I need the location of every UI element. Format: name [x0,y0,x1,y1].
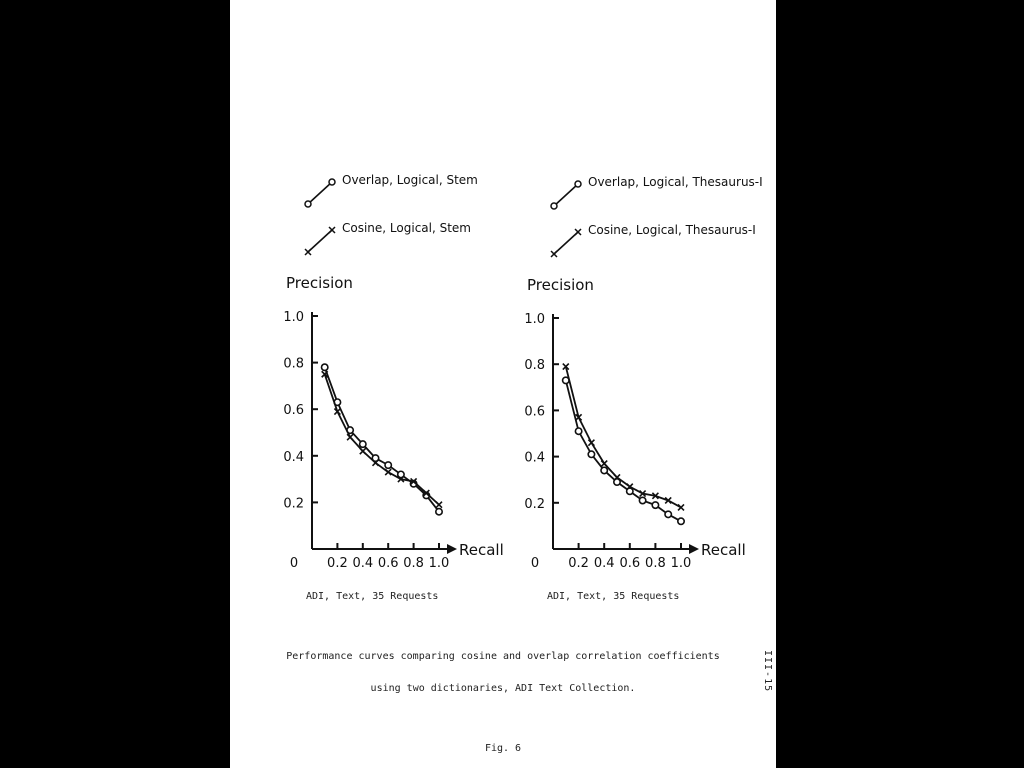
point-marker-x [347,434,353,440]
point-marker-circle [639,497,645,503]
point-marker-circle [665,511,671,517]
y-tick-label: 0.6 [524,404,545,420]
chart-1 [283,173,503,602]
chart-subcaption: ADI, Text, 35 Requests [547,591,680,602]
legend-entry [551,223,756,257]
point-marker-circle [678,518,684,524]
origin-label: 0 [289,556,299,571]
y-tick-label: 0.8 [283,356,304,372]
x-tick-label: 0.8 [645,556,666,571]
point-marker-x [678,504,684,510]
point-marker-circle [385,462,391,468]
y-axis-title: Precision [286,274,353,292]
legend-label: Overlap, Logical, Thesaurus-I [588,175,763,189]
y-tick-label: 0.4 [283,449,304,465]
point-marker-circle [436,509,442,515]
y-tick-label: 0.2 [283,496,304,512]
point-marker-circle [588,451,594,457]
x-tick-label: 0.2 [327,556,348,571]
x-axis-title: Recall [701,541,746,559]
y-tick-label: 0.2 [524,496,545,512]
caption-line-2: using two dictionaries, ADI Text Collection. [370,683,636,694]
point-marker-circle [322,364,328,370]
figure-label: Fig. 6 [484,743,522,754]
point-marker-x [360,448,366,454]
y-tick-label: 0.4 [524,450,545,466]
point-marker-x [601,461,607,467]
series-overlap [322,364,443,515]
point-marker-circle [601,467,607,473]
page-number: III-15 [762,650,773,693]
point-marker-x [588,440,594,446]
caption-line-1: Performance curves comparing cosine and overlap correlation coefficients [286,651,720,662]
point-marker-circle [360,441,366,447]
x-tick-label: 1.0 [428,556,450,571]
x-tick-label: 0.4 [352,556,374,571]
origin-label: 0 [530,556,540,571]
y-tick-label: 0.8 [524,358,545,374]
chart-2 [524,175,762,602]
legend-label: Cosine, Logical, Thesaurus-I [588,223,756,237]
y-tick-label: 1.0 [524,312,545,327]
x-tick-label: 0.8 [403,556,424,571]
x-tick-label: 0.4 [593,556,615,571]
legend-entry [551,175,763,209]
x-tick-label: 0.6 [377,556,399,571]
legend-entry [305,173,478,207]
x-axis-title: Recall [459,541,504,559]
legend-label: Cosine, Logical, Stem [342,221,471,235]
series-line [325,374,439,504]
x-tick-label: 0.6 [619,556,641,571]
y-tick-label: 0.6 [283,403,304,419]
x-tick-label: 1.0 [670,556,692,571]
point-marker-circle [652,502,658,508]
series-line [566,380,681,521]
point-marker-x [385,469,391,475]
chart-subcaption: ADI, Text, 35 Requests [306,591,439,602]
legend-entry [305,221,471,255]
document-page [230,0,776,768]
legend-label: Overlap, Logical, Stem [342,173,478,187]
x-tick-label: 0.2 [568,556,589,571]
series-cosine [322,371,442,507]
x-axis-arrow [447,544,457,554]
y-axis-title: Precision [527,276,594,294]
point-marker-circle [575,428,581,434]
point-marker-x [436,502,442,508]
x-axis-arrow [689,544,699,554]
y-tick-label: 1.0 [283,310,304,325]
